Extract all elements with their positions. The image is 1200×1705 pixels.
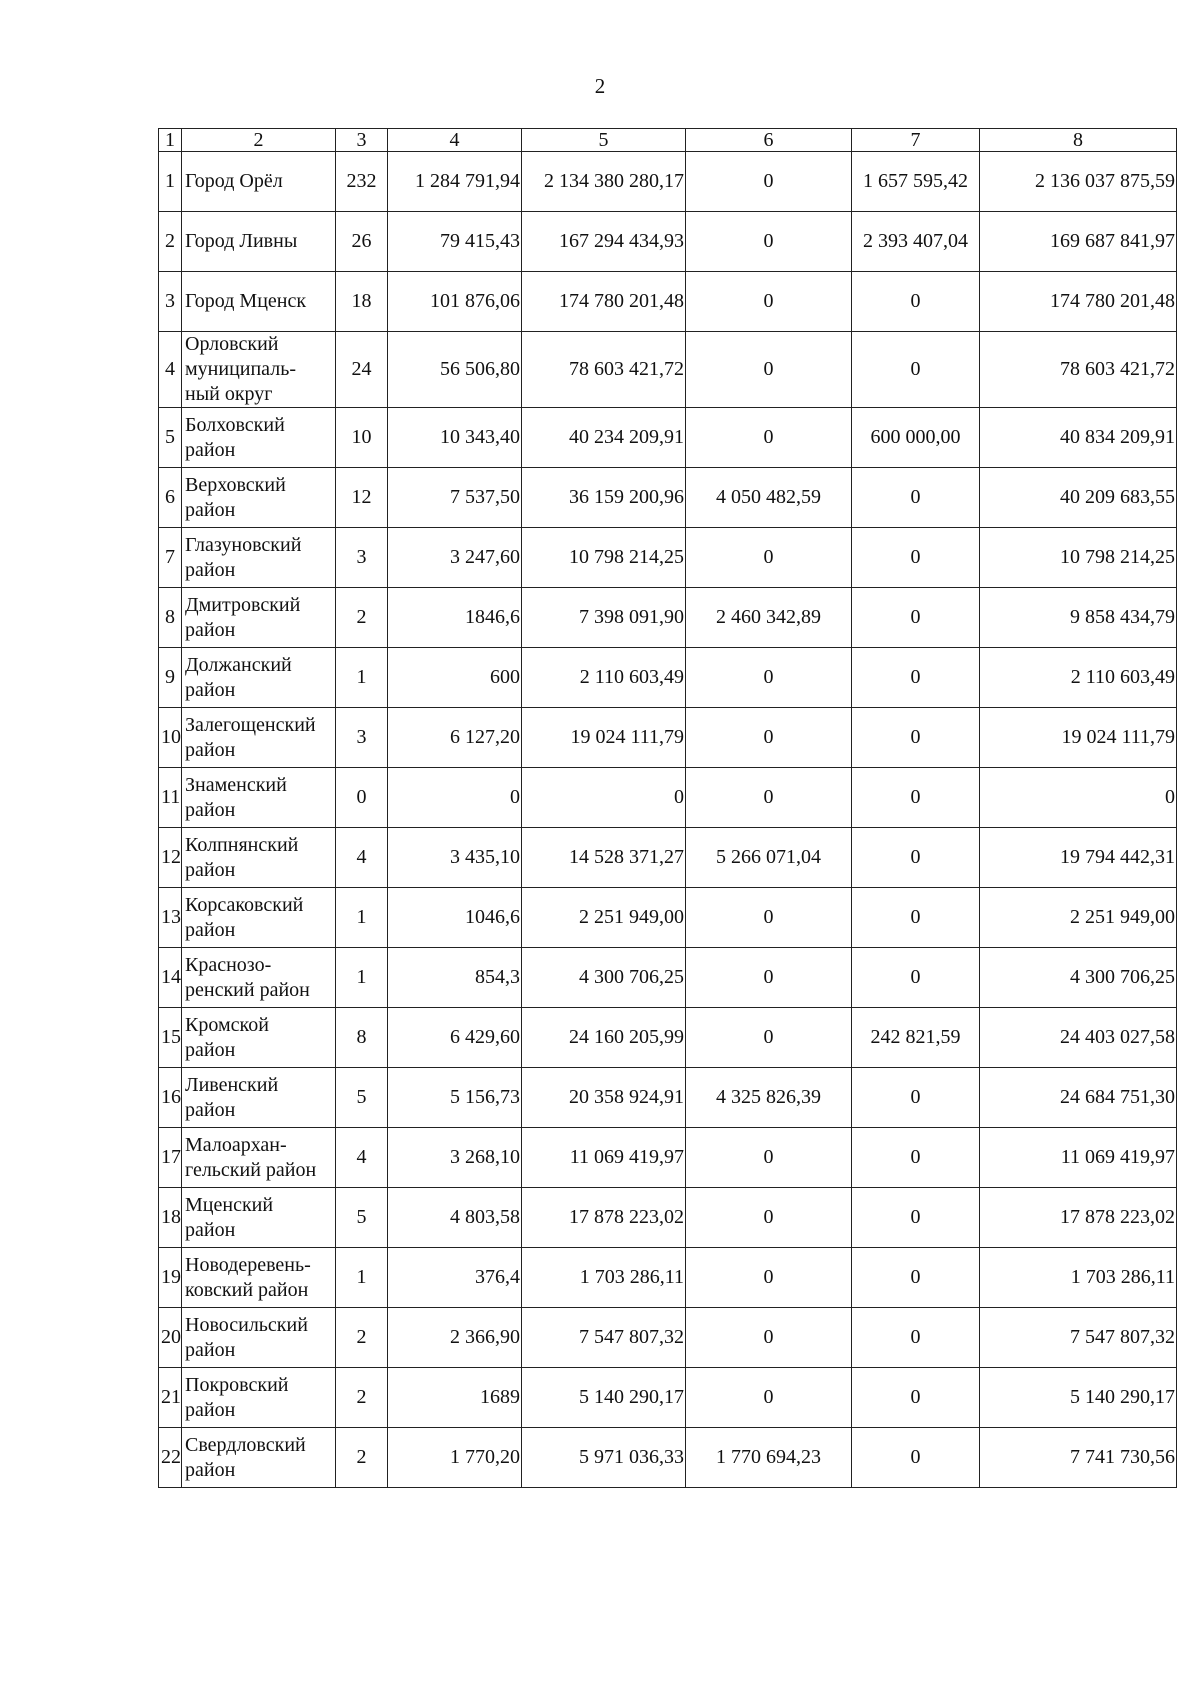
table-row (159, 1008, 1177, 1068)
column-4-cell: 6 127,20 (388, 708, 522, 768)
table-row (159, 152, 1177, 212)
municipality-name-line: район (185, 1398, 236, 1421)
municipality-name-line: Новодеревень- (185, 1253, 311, 1276)
column-6-cell: 0 (686, 648, 852, 708)
column-7-cell: 0 (852, 1428, 980, 1488)
column-header: 8 (980, 129, 1177, 152)
municipality-name-line: район (185, 1218, 236, 1241)
column-5-cell: 17 878 223,02 (522, 1188, 686, 1248)
municipality-name-line: ковский район (185, 1278, 309, 1301)
column-3-cell: 18 (336, 272, 388, 332)
column-4-cell: 1846,6 (388, 588, 522, 648)
municipality-name-line: ный округ (185, 383, 273, 405)
column-6-cell: 0 (686, 708, 852, 768)
column-6-cell: 0 (686, 1188, 852, 1248)
column-4-cell: 376,4 (388, 1248, 522, 1308)
row-number-cell: 17 (159, 1128, 182, 1188)
column-5-cell: 20 358 924,91 (522, 1068, 686, 1128)
municipality-name-cell (182, 828, 336, 888)
municipality-name-line: район (185, 918, 236, 941)
column-4-cell: 79 415,43 (388, 212, 522, 272)
table-row (159, 888, 1177, 948)
column-6-cell: 5 266 071,04 (686, 828, 852, 888)
column-4-cell: 56 506,80 (388, 332, 522, 408)
column-8-cell: 10 798 214,25 (980, 528, 1177, 588)
municipality-name-line: гельский район (185, 1158, 317, 1181)
municipality-name-line: Кромской (185, 1013, 269, 1036)
column-header: 3 (336, 129, 388, 152)
column-4-cell: 1 284 791,94 (388, 152, 522, 212)
municipality-name-line: район (185, 1458, 236, 1481)
municipality-name-line: Болховский (185, 413, 285, 436)
column-3-cell: 5 (336, 1188, 388, 1248)
table-row (159, 1368, 1177, 1428)
column-8-cell: 2 136 037 875,59 (980, 152, 1177, 212)
column-8-cell: 78 603 421,72 (980, 332, 1177, 408)
column-5-cell: 167 294 434,93 (522, 212, 686, 272)
table-row (159, 468, 1177, 528)
municipality-name-cell (182, 888, 336, 948)
municipality-name-line: Город Мценск (185, 290, 307, 312)
row-number-cell: 7 (159, 528, 182, 588)
municipality-name-cell (182, 648, 336, 708)
table-row (159, 212, 1177, 272)
municipality-name-line: район (185, 438, 236, 461)
municipality-name-cell (182, 332, 336, 408)
column-3-cell: 2 (336, 1368, 388, 1428)
column-4-cell: 7 537,50 (388, 468, 522, 528)
column-5-cell: 36 159 200,96 (522, 468, 686, 528)
table-row (159, 528, 1177, 588)
row-number-cell: 22 (159, 1428, 182, 1488)
row-number-cell: 4 (159, 332, 182, 408)
column-5-cell: 2 134 380 280,17 (522, 152, 686, 212)
column-3-cell: 1 (336, 1248, 388, 1308)
column-7-cell: 0 (852, 1188, 980, 1248)
municipality-name-line: район (185, 858, 236, 881)
municipality-name-cell (182, 212, 336, 272)
municipality-name-cell (182, 272, 336, 332)
municipality-name-line: Новосильский (185, 1313, 308, 1336)
municipal-data-table (158, 128, 1177, 1488)
column-5-cell: 5 140 290,17 (522, 1368, 686, 1428)
table-row (159, 1068, 1177, 1128)
municipality-name-line: Покровский (185, 1373, 289, 1396)
municipality-name-cell (182, 708, 336, 768)
column-3-cell: 1 (336, 648, 388, 708)
column-8-cell: 24 684 751,30 (980, 1068, 1177, 1128)
column-4-cell: 3 435,10 (388, 828, 522, 888)
row-number-cell: 6 (159, 468, 182, 528)
column-header: 5 (522, 129, 686, 152)
column-3-cell: 5 (336, 1068, 388, 1128)
column-number-row (159, 129, 1177, 152)
column-5-cell: 78 603 421,72 (522, 332, 686, 408)
column-5-cell: 4 300 706,25 (522, 948, 686, 1008)
column-7-cell: 0 (852, 828, 980, 888)
table-row (159, 948, 1177, 1008)
municipality-name-cell (182, 1188, 336, 1248)
column-5-cell: 0 (522, 768, 686, 828)
row-number-cell: 1 (159, 152, 182, 212)
column-5-cell: 7 547 807,32 (522, 1308, 686, 1368)
column-7-cell: 600 000,00 (852, 408, 980, 468)
column-3-cell: 2 (336, 1308, 388, 1368)
row-number-cell: 20 (159, 1308, 182, 1368)
column-8-cell: 5 140 290,17 (980, 1368, 1177, 1428)
column-5-cell: 5 971 036,33 (522, 1428, 686, 1488)
column-8-cell: 17 878 223,02 (980, 1188, 1177, 1248)
table-row (159, 1188, 1177, 1248)
municipality-name-cell (182, 468, 336, 528)
column-6-cell: 0 (686, 768, 852, 828)
column-4-cell: 101 876,06 (388, 272, 522, 332)
column-7-cell: 0 (852, 648, 980, 708)
column-6-cell: 0 (686, 1368, 852, 1428)
column-7-cell: 2 393 407,04 (852, 212, 980, 272)
municipality-name-line: Должанский (185, 653, 292, 676)
column-4-cell: 10 343,40 (388, 408, 522, 468)
column-5-cell: 14 528 371,27 (522, 828, 686, 888)
column-6-cell: 0 (686, 1008, 852, 1068)
row-number-cell: 12 (159, 828, 182, 888)
column-8-cell: 174 780 201,48 (980, 272, 1177, 332)
column-8-cell: 19 794 442,31 (980, 828, 1177, 888)
column-3-cell: 232 (336, 152, 388, 212)
column-7-cell: 0 (852, 768, 980, 828)
column-4-cell: 854,3 (388, 948, 522, 1008)
table-row (159, 1308, 1177, 1368)
row-number-cell: 8 (159, 588, 182, 648)
column-3-cell: 3 (336, 528, 388, 588)
column-4-cell: 1 770,20 (388, 1428, 522, 1488)
municipality-name-line: Мценский (185, 1193, 274, 1216)
column-7-cell: 0 (852, 1308, 980, 1368)
column-header: 7 (852, 129, 980, 152)
column-7-cell: 0 (852, 708, 980, 768)
column-6-cell: 4 050 482,59 (686, 468, 852, 528)
column-4-cell: 1046,6 (388, 888, 522, 948)
column-5-cell: 2 110 603,49 (522, 648, 686, 708)
municipality-name-line: Залегощенский (185, 713, 316, 736)
column-7-cell: 0 (852, 588, 980, 648)
column-6-cell: 0 (686, 272, 852, 332)
column-5-cell: 24 160 205,99 (522, 1008, 686, 1068)
row-number-cell: 15 (159, 1008, 182, 1068)
table-row (159, 1428, 1177, 1488)
column-5-cell: 40 234 209,91 (522, 408, 686, 468)
column-3-cell: 8 (336, 1008, 388, 1068)
municipality-name-line: Корсаковский (185, 893, 304, 916)
row-number-cell: 3 (159, 272, 182, 332)
column-6-cell: 2 460 342,89 (686, 588, 852, 648)
municipality-name-line: район (185, 618, 236, 641)
municipality-name-cell (182, 1128, 336, 1188)
column-8-cell: 19 024 111,79 (980, 708, 1177, 768)
row-number-cell: 11 (159, 768, 182, 828)
column-7-cell: 242 821,59 (852, 1008, 980, 1068)
municipality-name-line: Знаменский (185, 773, 287, 796)
municipality-name-cell (182, 152, 336, 212)
column-6-cell: 0 (686, 948, 852, 1008)
column-7-cell: 0 (852, 272, 980, 332)
column-3-cell: 12 (336, 468, 388, 528)
municipality-name-line: район (185, 1338, 236, 1361)
table-row (159, 588, 1177, 648)
row-number-cell: 14 (159, 948, 182, 1008)
column-8-cell: 40 834 209,91 (980, 408, 1177, 468)
column-6-cell: 0 (686, 1248, 852, 1308)
municipality-name-line: Орловский (185, 333, 279, 355)
column-8-cell: 9 858 434,79 (980, 588, 1177, 648)
column-6-cell: 4 325 826,39 (686, 1068, 852, 1128)
municipality-name-cell (182, 768, 336, 828)
municipality-name-cell (182, 1248, 336, 1308)
column-7-cell: 1 657 595,42 (852, 152, 980, 212)
column-5-cell: 19 024 111,79 (522, 708, 686, 768)
table-row (159, 708, 1177, 768)
row-number-cell: 21 (159, 1368, 182, 1428)
column-8-cell: 2 251 949,00 (980, 888, 1177, 948)
table-row (159, 768, 1177, 828)
column-8-cell: 24 403 027,58 (980, 1008, 1177, 1068)
column-4-cell: 3 268,10 (388, 1128, 522, 1188)
column-6-cell: 0 (686, 528, 852, 588)
page-number: 2 (594, 74, 606, 98)
municipality-name-line: район (185, 798, 236, 821)
municipality-name-line: район (185, 1038, 236, 1061)
column-4-cell: 5 156,73 (388, 1068, 522, 1128)
municipality-name-cell (182, 588, 336, 648)
column-6-cell: 0 (686, 332, 852, 408)
column-7-cell: 0 (852, 332, 980, 408)
column-3-cell: 10 (336, 408, 388, 468)
municipality-name-line: Город Ливны (185, 230, 298, 252)
column-3-cell: 3 (336, 708, 388, 768)
column-4-cell: 600 (388, 648, 522, 708)
column-7-cell: 0 (852, 1248, 980, 1308)
column-6-cell: 0 (686, 1128, 852, 1188)
column-8-cell: 7 741 730,56 (980, 1428, 1177, 1488)
municipality-name-line: Свердловский (185, 1433, 306, 1456)
column-8-cell: 1 703 286,11 (980, 1248, 1177, 1308)
column-7-cell: 0 (852, 1068, 980, 1128)
municipality-name-cell (182, 1008, 336, 1068)
column-4-cell: 1689 (388, 1368, 522, 1428)
column-3-cell: 1 (336, 948, 388, 1008)
municipality-name-cell (182, 1068, 336, 1128)
municipality-name-cell (182, 1428, 336, 1488)
municipality-name-line: район (185, 558, 236, 581)
row-number-cell: 2 (159, 212, 182, 272)
column-5-cell: 2 251 949,00 (522, 888, 686, 948)
column-8-cell: 11 069 419,97 (980, 1128, 1177, 1188)
column-4-cell: 3 247,60 (388, 528, 522, 588)
table-row (159, 828, 1177, 888)
table-row (159, 1128, 1177, 1188)
table-body (159, 129, 1177, 1488)
row-number-cell: 13 (159, 888, 182, 948)
municipality-name-cell (182, 1368, 336, 1428)
municipality-name-cell (182, 948, 336, 1008)
table-row (159, 332, 1177, 408)
column-6-cell: 0 (686, 888, 852, 948)
column-8-cell: 169 687 841,97 (980, 212, 1177, 272)
column-5-cell: 7 398 091,90 (522, 588, 686, 648)
row-number-cell: 16 (159, 1068, 182, 1128)
column-8-cell: 0 (980, 768, 1177, 828)
column-3-cell: 1 (336, 888, 388, 948)
municipality-name-line: район (185, 738, 236, 761)
column-6-cell: 0 (686, 1308, 852, 1368)
column-8-cell: 4 300 706,25 (980, 948, 1177, 1008)
column-4-cell: 6 429,60 (388, 1008, 522, 1068)
column-header: 6 (686, 129, 852, 152)
table-row (159, 648, 1177, 708)
row-number-cell: 18 (159, 1188, 182, 1248)
column-7-cell: 0 (852, 948, 980, 1008)
municipality-name-line: район (185, 1098, 236, 1121)
municipality-name-cell (182, 1308, 336, 1368)
column-3-cell: 0 (336, 768, 388, 828)
municipality-name-line: Верховский (185, 473, 286, 496)
column-5-cell: 1 703 286,11 (522, 1248, 686, 1308)
municipality-name-line: муниципаль- (185, 358, 296, 380)
column-6-cell: 0 (686, 212, 852, 272)
table-row (159, 408, 1177, 468)
column-8-cell: 40 209 683,55 (980, 468, 1177, 528)
column-4-cell: 4 803,58 (388, 1188, 522, 1248)
municipality-name-line: Город Орёл (185, 170, 283, 192)
column-6-cell: 1 770 694,23 (686, 1428, 852, 1488)
column-5-cell: 11 069 419,97 (522, 1128, 686, 1188)
column-6-cell: 0 (686, 152, 852, 212)
row-number-cell: 5 (159, 408, 182, 468)
column-7-cell: 0 (852, 888, 980, 948)
column-5-cell: 174 780 201,48 (522, 272, 686, 332)
column-4-cell: 0 (388, 768, 522, 828)
column-3-cell: 24 (336, 332, 388, 408)
municipality-name-cell (182, 408, 336, 468)
table-row (159, 272, 1177, 332)
column-header: 4 (388, 129, 522, 152)
column-7-cell: 0 (852, 1128, 980, 1188)
municipality-name-line: Краснозо- (185, 953, 272, 976)
row-number-cell: 9 (159, 648, 182, 708)
column-7-cell: 0 (852, 468, 980, 528)
column-3-cell: 2 (336, 1428, 388, 1488)
column-header: 1 (159, 129, 182, 152)
municipality-name-line: Колпнянский (185, 833, 299, 856)
municipality-name-line: район (185, 678, 236, 701)
municipality-name-line: Ливенский (185, 1073, 279, 1096)
column-8-cell: 2 110 603,49 (980, 648, 1177, 708)
column-4-cell: 2 366,90 (388, 1308, 522, 1368)
column-3-cell: 2 (336, 588, 388, 648)
column-3-cell: 4 (336, 828, 388, 888)
municipality-name-line: Малоархан- (185, 1133, 287, 1156)
municipality-name-line: Дмитровский (185, 593, 301, 616)
column-header: 2 (182, 129, 336, 152)
column-6-cell: 0 (686, 408, 852, 468)
column-7-cell: 0 (852, 1368, 980, 1428)
column-7-cell: 0 (852, 528, 980, 588)
column-8-cell: 7 547 807,32 (980, 1308, 1177, 1368)
column-3-cell: 4 (336, 1128, 388, 1188)
municipality-name-line: Глазуновский (185, 533, 302, 556)
column-3-cell: 26 (336, 212, 388, 272)
municipality-name-line: ренский район (185, 978, 310, 1001)
municipality-name-cell (182, 528, 336, 588)
table-row (159, 1248, 1177, 1308)
row-number-cell: 10 (159, 708, 182, 768)
municipality-name-line: район (185, 498, 236, 521)
column-5-cell: 10 798 214,25 (522, 528, 686, 588)
row-number-cell: 19 (159, 1248, 182, 1308)
